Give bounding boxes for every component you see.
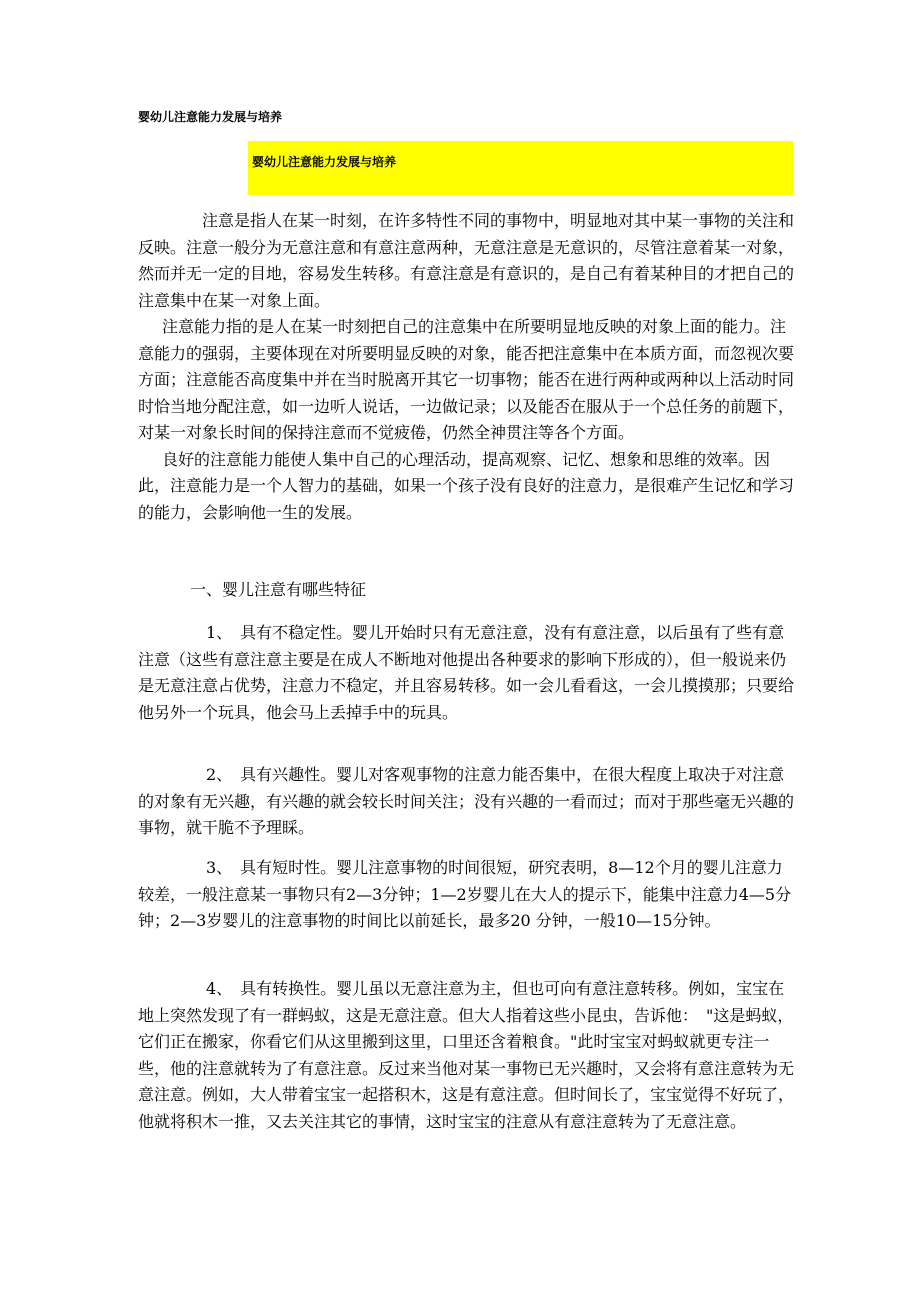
intro-paragraph-1: 注意是指人在某一时刻，在许多特性不同的事物中，明显地对其中某一事物的关注和反映。注意一般分为无意注意和有意注意两种，无意注意是无意识的，尽管注意着某一对象，然而并无一定的目地，容易发生转移。有意注意是有意识的，是自己有着某种目的才把自己的注意集中在某一对象上面。	[138, 211, 795, 310]
feature-item-text: 2、 具有兴趣性。婴儿对客观事物的注意力能否集中，在很大程度上取决于对注意的对象有无兴趣，有兴趣的就会较长时间关注；没有兴趣的一看而过；而对于那些毫无兴趣的事物，就干脆不予理睬。	[138, 765, 795, 837]
highlighted-title-banner	[248, 141, 793, 195]
feature-item-1	[138, 620, 798, 726]
feature-item-text: 1、 具有不稳定性。婴儿开始时只有无意注意，没有有意注意，以后虽有了些有意注意（这些有意注意主要是在成人不断地对他提出各种要求的影响下形成的），但一般说来仍是无意注意占优势，注意力不稳定，并且容易转移。如一会儿看看这，一会儿摸摸那；只要给他另外一个玩具，他会马上丢掉手中的玩具。	[138, 623, 795, 722]
banner-title: 婴幼儿注意能力发展与培养	[252, 155, 397, 169]
intro-section	[138, 208, 798, 526]
feature-item-2	[138, 762, 798, 842]
feature-item-text: 4、 具有转换性。婴儿虽以无意注意为主，但也可向有意注意转移。例如，宝宝在地上突然发现了有一群蚂蚁，这是无意注意。但大人指着这些小昆虫，告诉他： "这是蚂蚁，它们正在搬家，你看它们从这里搬到这里，口里还含着粮食。"此时宝宝对蚂蚁就更专注一些，他的注意就转为了有意注意。反过来当他对某一事物已无兴趣时，又会将有意注意转为无意注意。例如，大人带着宝宝一起搭积木，这是有意注意。但时间长了，宝宝觉得不好玩了，他就将积木一推，又去关注其它的事情，这时宝宝的注意从有意注意转为了无意注意。	[138, 979, 795, 1131]
intro-paragraph-3: 良好的注意能力能使人集中自己的心理活动，提高观察、记忆、想象和思维的效率。因此，注意能力是一个人智力的基础，如果一个孩子没有良好的注意力，是很难产生记忆和学习的能力，会影响他一生的发展。	[138, 449, 795, 522]
feature-item-text: 3、 具有短时性。婴儿注意事物的时间很短，研究表明，8—12个月的婴儿注意力较差，一般注意某一事物只有2—3分钟；1—2岁婴儿在大人的提示下，能集中注意力4—5分钟；2—3岁婴儿的注意事物的时间比以前延长，最多20 分钟，一般10—15分钟。	[138, 858, 792, 930]
feature-item-4	[138, 976, 798, 1135]
document-title: 婴幼儿注意能力发展与培养	[138, 110, 283, 124]
section-heading: 一、婴儿注意有哪些特征	[190, 580, 367, 599]
intro-paragraph-2: 注意能力指的是人在某一时刻把自己的注意集中在所要明显地反映的对象上面的能力。注意能力的强弱，主要体现在对所要明显反映的对象，能否把注意集中在本质方面，而忽视次要方面；注意能否高度集中并在当时脱离开其它一切事物；能否在进行两种或两种以上活动时同时恰当地分配注意，如一边听人说话，一边做记录；以及能否在服从于一个总任务的前题下，对某一对象长时间的保持注意而不觉疲倦，仍然全神贯注等各个方面。	[138, 317, 795, 442]
feature-item-3	[138, 855, 798, 935]
